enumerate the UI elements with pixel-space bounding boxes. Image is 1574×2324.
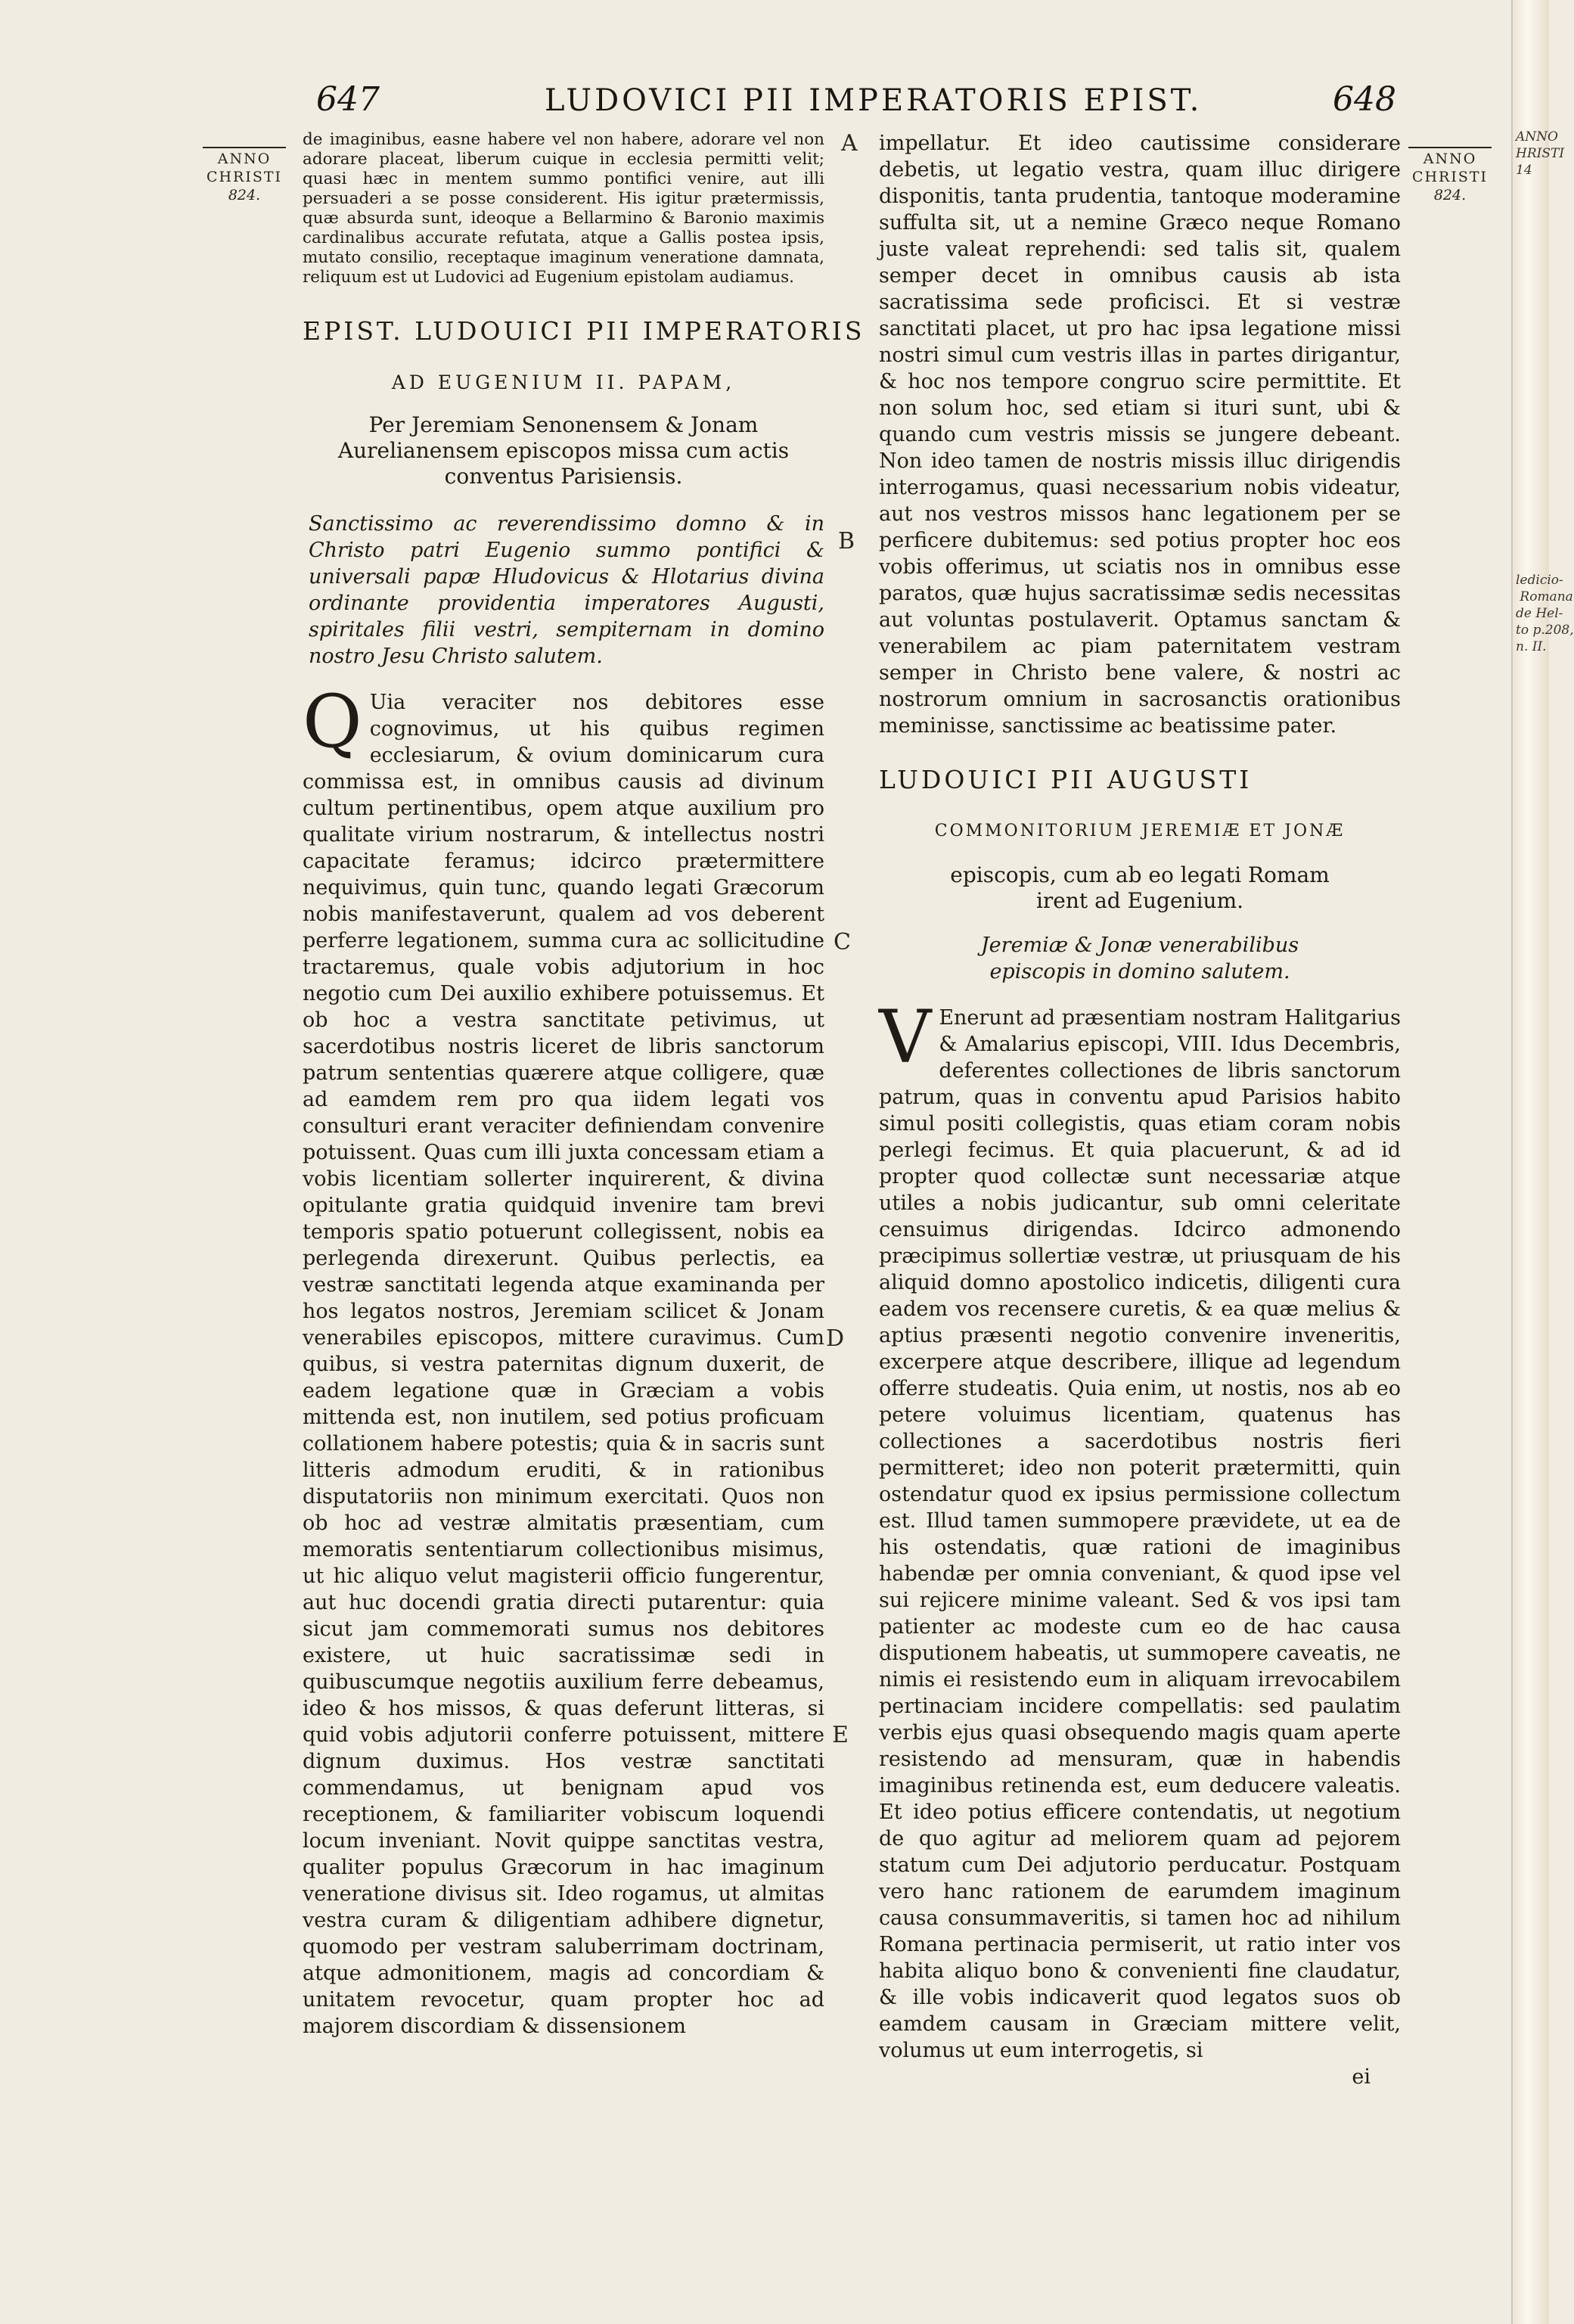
margin-anno: ANNO xyxy=(203,147,286,168)
margin-christi: CHRISTI xyxy=(1411,169,1489,185)
letter-salutation: Sanctissimo ac reverendissimo domno & in Christo patri Eugenio summo pontifici & universali papæ Hludovicus & Hlotarius divina ordinante providentia imperatores Augusti, spiritales filii vestri, sempiternam in domino nostro Jesu Christo salutem. xyxy=(309,512,824,668)
letter-body xyxy=(303,679,824,2040)
column-letter-a: A xyxy=(841,130,858,157)
letter-continuation: impellatur. Et ideo cautissime considerare debetis, ut legatio vestra, quam illuc dirigere disponitis, tanta prudentia, tantoque moderamine suffulta sit, ut a nemine Græco neque Romano juste valeat reprehendi: sed talis sit, qualem semper decet in omnibus causis ab ista sacratissima sede proficisci. Et si vestræ sanctitati placet, ut pro hac ipsa legatione missi nostri simul cum vestris illas in partes dirigantur, & hoc nos tempore congruo scire permittite. Et non solum hoc, sed etiam si ituri sunt, ubi & quando cum vestris missis se jungere debeant. Non ideo tamen de nostris missis illuc dirigendis interrogamus, quasi necessarium nobis videatur, aut nos vestros missos hanc legationem per se perficere dubitemus: sed potius propter hoc eos vobis offerimus, ut sciatis nos in omnibus esse paratos, quæ hujus sacratissimæ sedis necessitas aut voluntas postulaverit. Optamus sanctam & venerabilem ac piam paternitatem vestram semper in Christo bene valere, & nostri ac nostrorum omnium in sacrosanctis orationibus meminisse, sanctissime ac beatissime pater. xyxy=(879,132,1401,738)
intro-note: de imaginibus, easne habere vel non habere, adorare vel non adorare placeat, liberum cuique in ecclesia permitti velit; quasi hæc in mentem summo pontifici venire, aut illi persuaderi a se posse considerent. His igitur prætermissis, quæ absurda sunt, ideoque a Bellarmino & Baronio maximis cardinalibus accurate refutata, atque a Gallis postea ipsis, mutato consilio, receptaque imaginum veneratione damnata, reliquum est ut Ludovici ad Eugenium epistolam audiamus. xyxy=(303,130,824,287)
left-column xyxy=(303,130,865,2097)
letter-body-text: Uia veraciter nos debitores esse cognovimus, ut his quibus regimen ecclesiarum, & ovium dominicarum cura commissa est, in omnibus causis ad divinum cultum pertinentibus, opem atque auxilium pro qualitate virium nostrarum, & intellectus nostri capacitate feramus; idcirco prætermittere nequivimus, quin tunc, quando legati Græcorum nobis manifestaverunt, qualem ad vos deberent perferre legationem, summa cura ac sollicitudine tractaremus, quale vobis adjutorium in hoc negotio cum Dei auxilio exhibere potuissemus. Et ob hoc a vestra sanctitate petivimus, ut sacerdotibus nostris liceret de libris sanctorum patrum sententias quærere atque colligere, quæ ad eamdem rem pro qua iidem legati vos consulturi erant veraciter definiendam convenire potuissent. Quas cum illi juxta concessam etiam a vobis licentiam sollerter inquirerent, & divina opitulante gratia quidquid invenire tam brevi temporis spatio potuerunt collegissent, nobis ea perlegenda direxerunt. Quibus perlectis, ea vestræ sanctitati legenda atque examinanda per hos legatos nostros, Jeremiam scilicet & Jonam venerabiles episcopos, mittere curavimus. Cum quibus, si vestra paternitas dignum duxerit, de eadem legatione quæ in Græciam a vobis mittenda est, non inutilem, sed potius proficuam collationem habere potestis; quia & in sacris sunt litteris admodum eruditi, & in rationibus disputatoriis non minimum exercitati. Quos non ob hoc ad vestræ almitatis præsentiam, cum memoratis sententiarum collectionibus misimus, ut hic aliquo velut magisterii officio fungerentur, aut huc docendi gratia directi putarentur: quia sicut jam commemorati sumus nos debitores existere, ut huic sacratissimæ sedi in quibuscumque negotiis auxilium ferre debeamus, ideo & hos missos, & quas deferunt litteras, si quid vobis adjutorii conferre potuissent, mittere dignum duximus. Hos vestræ sanctitati commendamus, ut benignam apud vos receptionem, & familiariter vobiscum loquendi locum inveniant. Novit quippe sanctitas vestra, qualiter populus Græcorum in hac imaginum veneratione divisus sit. Ideo rogamus, ut almitas vestra curam & diligentiam adhibere dignetur, quomodo per vestram saluberrimam doctrinam, atque admonitionem, magis ad concordiam & unitatem revocetur, quam propter hoc ad majorem discordiam & dissensionem xyxy=(303,691,824,2038)
commonitorium-subheading: COMMONITORIUM JEREMIÆ ET JONÆ xyxy=(934,822,1346,840)
catchword: ei xyxy=(1352,2065,1371,2089)
right-column xyxy=(879,130,1401,2127)
page-number-right: 648 xyxy=(1333,80,1396,119)
margin-year-number: 824. xyxy=(1433,187,1467,204)
page-number-left: 647 xyxy=(316,80,380,119)
letter-subheading: AD EUGENIUM II. PAPAM, xyxy=(391,371,736,393)
commonitorium-body xyxy=(879,995,1401,2064)
column-letter-e: E xyxy=(832,1722,849,1748)
page-header xyxy=(0,80,1482,126)
commonitorium-body-text: Enerunt ad præsentiam nostram Halitgarius & Amalarius episcopi, VIII. Idus Decembris, deferentes collectiones de libris sanctorum patrum, quas in conventu apud Parisios habito simul positi collegistis, quas etiam coram nobis perlegi fecimus. Et quia placuerunt, & ad id propter quod collectæ sunt necessariæ atque utiles a nobis judicantur, sub omni celeritate censuimus dirigendas. Idcirco admonendo præcipimus sollertiæ vestræ, ut priusquam de his aliquid domno apostolico indicetis, diligenti cura eadem vos recensere curetis, & ea quæ melius & aptius præsenti negotio convenire inveneritis, excerpere atque describere, illique ad legendum offerre studeatis. Quia enim, ut nostis, nos ab eo petere voluimus licentiam, quatenus has collectiones a sacerdotibus nostris fieri permitteret; ideo non poterit prætermitti, quin ostendatur quod ex ipsius permissione collectum est. Illud tamen summopere prævidete, ut ea de his ostendatis, quæ rationi de imaginibus habendæ per omnia conveniant, & quod ipse vel sui rejicere minime valeant. Sed & vos ipsi tam patienter ac modeste cum eo de hac causa disputionem habeatis, ut summopere caveatis, ne nimis ei resistendo eum in aliquam irrevocabilem pertinaciam incidere compellatis: sed paulatim verbis ejus quasi obsequendo magis quam aperte resistendo ad mensuram, quæ in habendis imaginibus retinenda est, eum deducere valeatis. Et ideo potius efficere contendatis, ut negotium de quo agitur ad meliorem quam ad pejorem statum cum Dei adjutorio perducatur. Postquam vero hanc rationem de earumdem imaginum causa consummaveritis, si tamen hoc ad nihilum Romana pertinacia permiserit, ut ratio inter vos habita aliquo bono & convenienti fine claudatur, & ille vobis indicaverit quod legatos suos ob eamdem causam in Græciam mittere velit, volumus ut eum interrogetis, si xyxy=(879,1006,1401,2062)
letter-subtitle: Per Jeremiam Senonensem & Jonam Aurelianensem episcopos missa cum actis conventus Parisiensis. xyxy=(337,412,790,489)
drop-cap-q: Q xyxy=(303,679,362,764)
drop-cap-v: V xyxy=(879,995,932,1080)
margin-year-number: 824. xyxy=(228,187,261,204)
page-edge-fragment: ANNO HRISTI 14 xyxy=(1516,129,1565,178)
running-title: LUDOVICI PII IMPERATORIS EPIST. xyxy=(545,83,1203,118)
commonitorium-subtitle: episcopis, cum ab eo legati Romam irent ad Eugenium. xyxy=(950,862,1330,913)
page-edge-fragment: ledicio- Romana de Hel- to p.208, n. II. xyxy=(1516,573,1574,654)
margin-year-left xyxy=(203,147,286,204)
letter-heading: EPIST. LUDOUICI PII IMPERATORIS xyxy=(303,316,865,346)
commonitorium-heading: LUDOUICI PII AUGUSTI xyxy=(879,765,1253,794)
margin-year-right xyxy=(1408,147,1492,204)
margin-anno: ANNO xyxy=(1408,147,1492,168)
column-letter-b: B xyxy=(838,528,855,555)
column-letter-c: C xyxy=(834,929,851,955)
commonitorium-salutation: Jeremiæ & Jonæ venerabilibus episcopis in domino salutem. xyxy=(980,934,1299,983)
column-letter-d: D xyxy=(826,1325,845,1352)
adjacent-page-edge xyxy=(1511,0,1574,2324)
margin-christi: CHRISTI xyxy=(206,169,283,185)
